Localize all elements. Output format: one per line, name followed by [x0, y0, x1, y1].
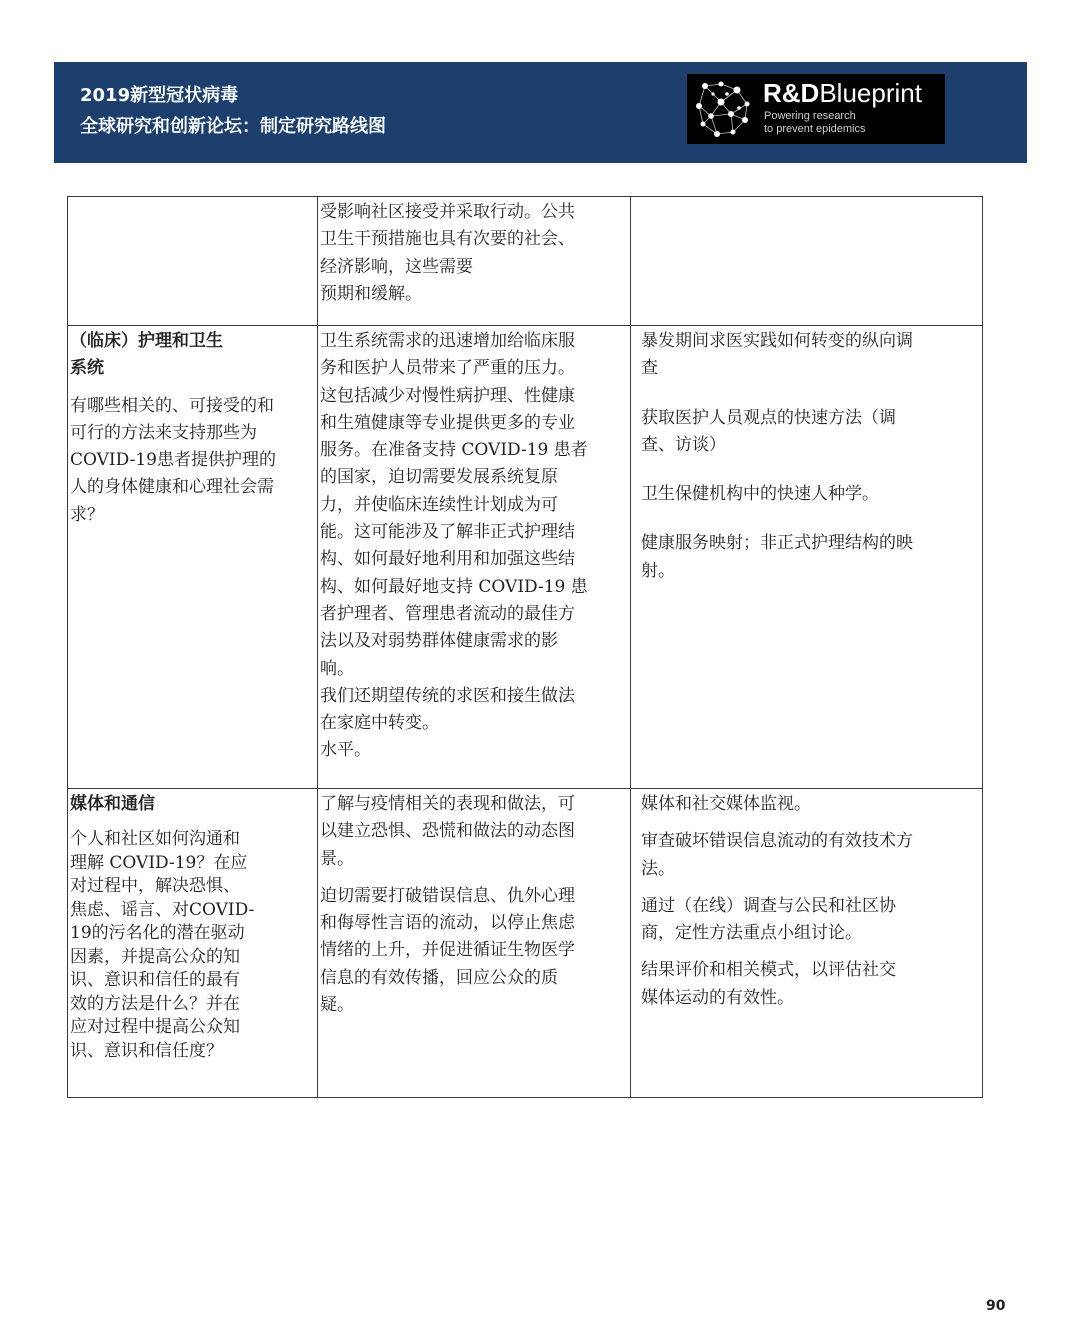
row1-col3-cell: [631, 197, 983, 326]
text-line: 务和医护人员带来了严重的压力。: [320, 358, 575, 379]
research-question-line: 人的身体健康和心理社会需: [70, 477, 274, 498]
text-line: 卫生系统需求的迅速增加给临床服: [320, 331, 575, 351]
row2-col1-cell: [68, 326, 318, 789]
research-question-line: 焦虑、谣言、对COVID-: [70, 899, 255, 920]
research-question-line: 可行的方法来支持那些为: [70, 422, 257, 443]
method-line: 健康服务映射；非正式护理结构的映: [641, 533, 913, 554]
method-line: 查、访谈）: [641, 434, 726, 455]
text-line: 和侮辱性言语的流动，以停止焦虑: [320, 913, 575, 934]
text-line: 响。: [320, 658, 354, 679]
method-line: 媒体运动的有效性。: [641, 987, 794, 1008]
rd-blueprint-logo: [687, 74, 945, 144]
text-line: 水平。: [320, 740, 371, 761]
table-row: [68, 326, 983, 789]
text-line: 疑。: [320, 995, 354, 1016]
text-line: 信息的有效传播，回应公众的质: [320, 967, 558, 988]
research-question-line: COVID-19患者提供护理的: [70, 450, 276, 471]
text-line: 服务。在准备支持 COVID-19 患者: [320, 440, 588, 461]
text-line: 经济影响，这些需要: [320, 256, 473, 277]
research-question-line: 效的方法是什么？并在: [70, 993, 240, 1014]
method-line: 查: [641, 358, 658, 379]
network-globe-icon: [691, 76, 757, 142]
text-line: 景。: [320, 848, 354, 869]
section-heading: 媒体和通信: [70, 794, 155, 814]
research-question-line: 19的污名化的潜在驱动: [70, 923, 245, 944]
text-line: 受影响社区接受并采取行动。公共: [320, 202, 575, 222]
research-question-line: 对过程中，解决恐惧、: [70, 876, 240, 897]
text-line: 情绪的上升，并促进循证生物医学: [320, 940, 575, 961]
method-line: 通过（在线）调查与公民和社区协: [641, 895, 896, 916]
text-line: 在家庭中转变。: [320, 713, 439, 734]
text-line: 构、如何最好地支持 COVID-19 患: [320, 576, 588, 597]
research-question-line: 有哪些相关的、可接受的和: [70, 395, 274, 416]
method-line: 法。: [641, 858, 675, 879]
row3-col2-cell: [318, 789, 631, 1098]
text-line: 能。这可能涉及了解非正式护理结: [320, 522, 575, 543]
header-title-line2: 全球研究和创新论坛：制定研究路线图: [80, 116, 386, 137]
text-line: 的国家，迫切需要发展系统复原: [320, 467, 558, 488]
logo-tagline-line2: to prevent epidemics: [764, 123, 866, 135]
logo-brand: R&DBlueprint: [763, 78, 922, 108]
page-number: 90: [986, 1298, 1006, 1314]
table-row: [68, 789, 983, 1098]
method-line: 商，定性方法重点小组讨论。: [641, 923, 862, 944]
research-question-line: 求？: [70, 504, 104, 525]
text-line: 和生殖健康等专业提供更多的专业: [320, 412, 575, 433]
text-line: 了解与疫情相关的表现和做法，可: [320, 794, 575, 814]
section-heading: 系统: [70, 358, 104, 379]
text-line: 预期和缓解。: [320, 283, 422, 304]
header-title-line1: 2019新型冠状病毒: [80, 85, 239, 106]
research-priorities-table: [67, 196, 983, 1098]
method-line: 暴发期间求医实践如何转变的纵向调: [641, 331, 913, 351]
text-line: 卫生干预措施也具有次要的社会、: [320, 229, 575, 250]
research-question-line: 因素，并提高公众的知: [70, 946, 240, 967]
method-line: 审查破坏错误信息流动的有效技术方: [641, 831, 913, 852]
text-line: 以建立恐惧、恐慌和做法的动态图: [320, 821, 575, 842]
research-question-line: 应对过程中提高公众知: [70, 1017, 240, 1038]
method-line: 结果评价和相关模式，以评估社交: [641, 960, 896, 981]
text-line: 法以及对弱势群体健康需求的影: [320, 631, 558, 652]
table-row: [68, 197, 983, 326]
research-question-line: 个人和社区如何沟通和: [70, 829, 240, 850]
research-question-line: 识、意识和信任度？: [70, 1040, 223, 1061]
research-question-line: 理解 COVID-19？在应: [70, 852, 248, 873]
row3-col3-cell: [631, 789, 983, 1098]
row1-col2-cell: [318, 197, 631, 326]
section-heading: （临床）护理和卫生: [70, 331, 223, 351]
logo-tagline-line1: Powering research: [764, 110, 856, 122]
text-line: 构、如何最好地利用和加强这些结: [320, 549, 575, 570]
method-line: 卫生保健机构中的快速人种学。: [641, 484, 879, 505]
row3-col1-cell: [68, 789, 318, 1098]
method-line: 媒体和社交媒体监视。: [641, 794, 811, 814]
method-line: 获取医护人员观点的快速方法（调: [641, 407, 896, 428]
row2-col3-cell: [631, 326, 983, 789]
text-line: 这包括减少对慢性病护理、性健康: [320, 385, 575, 406]
row1-col1-cell: [68, 197, 318, 326]
text-line: 力，并使临床连续性计划成为可: [320, 494, 558, 515]
row2-col2-cell: [318, 326, 631, 789]
report-header: [54, 62, 1027, 163]
research-question-line: 识、意识和信任的最有: [70, 970, 240, 991]
text-line: 迫切需要打破错误信息、仇外心理: [320, 885, 575, 906]
text-line: 我们还期望传统的求医和接生做法: [320, 685, 575, 706]
text-line: 者护理者、管理患者流动的最佳方: [320, 603, 575, 624]
method-line: 射。: [641, 560, 675, 581]
